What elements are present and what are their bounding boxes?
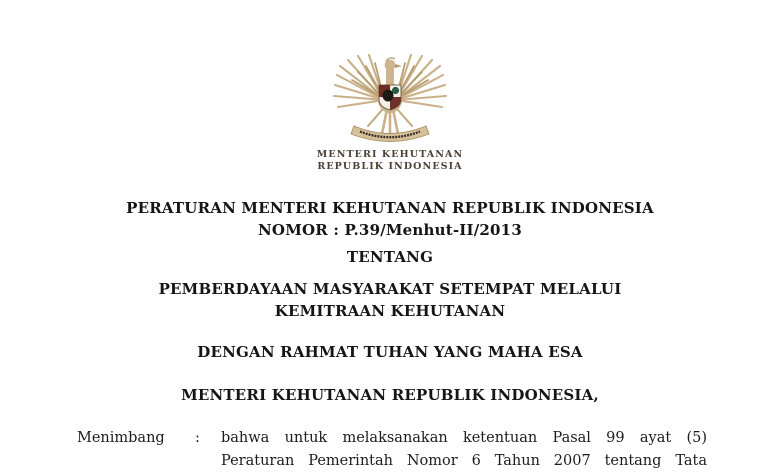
considerations-line2: Peraturan Pemerintah Nomor 6 Tahun 2007 tentang Tata [221,450,707,472]
ministry-name-line1: MENTERI KEHUTANAN [0,149,780,161]
letterhead [0,149,780,173]
considerations-block [77,427,707,472]
subject-line1: PEMBERDAYAAN MASYARAKAT SETEMPAT MELALUI [0,280,780,298]
regulation-number: NOMOR : P.39/Menhut-II/2013 [0,221,780,239]
considerations-separator: : [195,427,211,450]
about-label: TENTANG [0,248,780,266]
subject-line2: KEMITRAAN KEHUTANAN [0,302,780,320]
ministry-name-line2: REPUBLIK INDONESIA [0,161,780,173]
considerations-label: Menimbang [77,427,195,450]
considerations-text [221,427,707,472]
garuda-pancasila-emblem [329,53,451,147]
considerations-line1: bahwa untuk melaksanakan ketentuan Pasal 99 ayat (5) [221,427,707,450]
regulation-title: PERATURAN MENTERI KEHUTANAN REPUBLIK INDONESIA [0,199,780,217]
invocation: DENGAN RAHMAT TUHAN YANG MAHA ESA [0,343,780,361]
issuing-authority: MENTERI KEHUTANAN REPUBLIK INDONESIA, [0,386,780,404]
garuda-pancasila-icon [329,53,451,147]
